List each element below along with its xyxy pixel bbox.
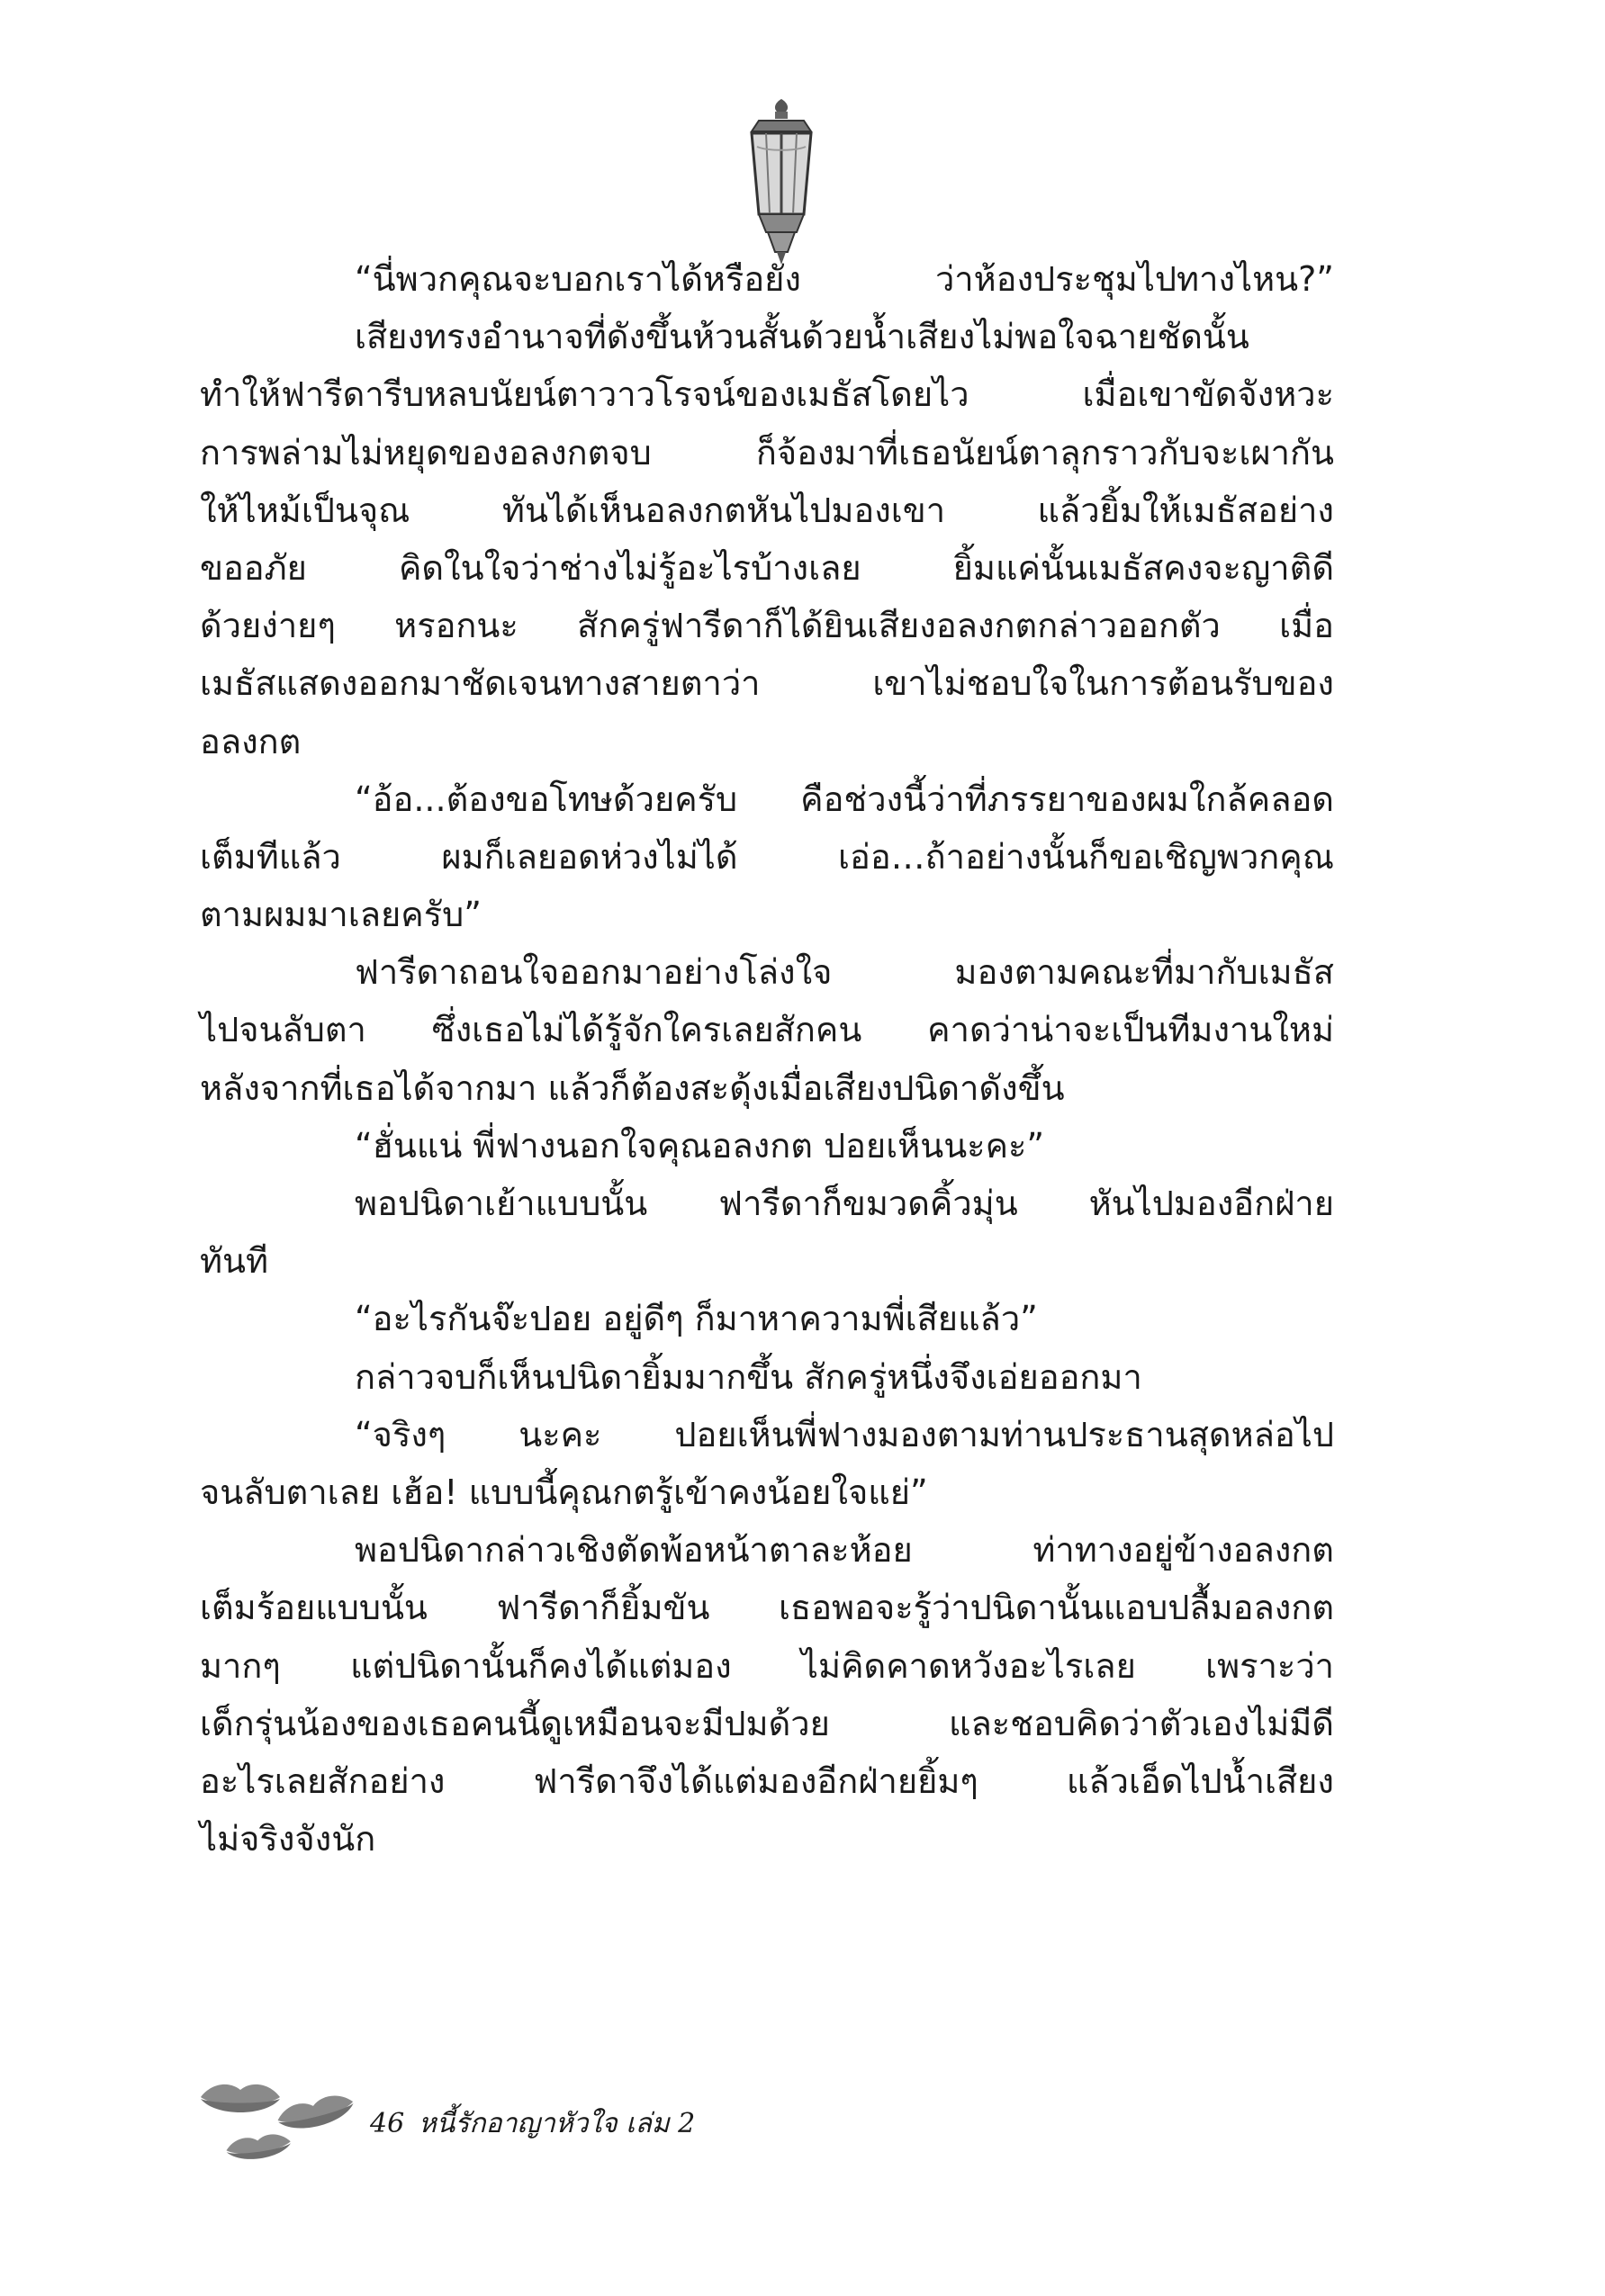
page-footer [194,2070,824,2178]
paragraph-line: พอปนิดาเย้าแบบนั้น ฟารีดาก็ขมวดคิ้วมุ่น หันไปมองอีกฝ่าย [355,1184,1334,1223]
paragraph-line: อะไรเลยสักอย่าง ฟารีดาจึงได้แต่มองอีกฝ่ายยิ้มๆ แล้วเอ็ดไปน้ำเสียง [200,1760,1334,1801]
paragraph-line: ทันที [200,1241,269,1282]
paragraph-line: “นี่พวกคุณจะบอกเราได้หรือยัง ว่าห้องประชุมไปทางไหน?” [355,259,1334,299]
paragraph-line: ทำให้ฟารีดารีบหลบนัยน์ตาวาวโรจน์ของเมธัสโดยไว เมื่อเขาขัดจังหวะ [200,374,1334,415]
paragraph-line: ฟารีดาถอนใจออกมาอย่างโล่งใจ มองตามคณะที่มากับเมธัส [355,952,1334,993]
lantern-icon [741,97,822,268]
paragraph-line: “จริงๆ นะคะ ปอยเห็นพี่ฟางมองตามท่านประธานสุดหล่อไป [355,1414,1334,1454]
paragraph-line: “อ้อ...ต้องขอโทษด้วยครับ คือช่วงนี้ว่าที่ภรรยาของผมใกล้คลอด [355,779,1334,819]
paragraph-line: กล่าวจบก็เห็นปนิดายิ้มมากขึ้น สักครู่หนึ่งจึงเอ่ยออกมา [355,1356,1142,1397]
paragraph-line: ด้วยง่ายๆ หรอกนะ สักครู่ฟารีดาก็ได้ยินเสียงอลงกตกล่าวออกตัว เมื่อ [200,606,1334,646]
paragraph-line: จนลับตาเลย เฮ้อ! แบบนี้คุณกตรู้เข้าคงน้อยใจแย่” [200,1472,928,1512]
paragraph-line: “อะไรกันจ๊ะปอย อยู่ดีๆ ก็มาหาความพี่เสียแล้ว” [355,1299,1038,1339]
paragraph-line: อลงกต [200,721,302,761]
paragraph-line: หลังจากที่เธอได้จากมา แล้วก็ต้องสะดุ้งเมื่อเสียงปนิดาดังขึ้น [200,1067,1065,1108]
paragraph-line: การพล่ามไม่หยุดของอลงกตจบ ก็จ้องมาที่เธอนัยน์ตาลุกราวกับจะเผากัน [200,432,1334,473]
paragraph-line: ไปจนลับตา ซึ่งเธอไม่ได้รู้จักใครเลยสักคน คาดว่าน่าจะเป็นทีมงานใหม่ [200,1010,1334,1050]
paragraph-line: ไม่จริงจังนัก [200,1819,376,1859]
paragraph-line: “ฮั่นแน่ พี่ฟางนอกใจคุณอลงกต ปอยเห็นนะคะ” [355,1125,1045,1166]
paragraph-line: เต็มร้อยแบบนั้น ฟารีดาก็ยิ้มขัน เธอพอจะรู้ว่าปนิดานั้นแอบปลื้มอลงกต [200,1588,1334,1628]
paragraph-line: ตามผมมาเลยครับ” [200,895,482,935]
paragraph-line: เสียงทรงอำนาจที่ดังขึ้นห้วนสั้นด้วยน้ำเสียงไม่พอใจฉายชัดนั้น [355,317,1249,357]
paragraph-line: เด็กรุ่นน้องของเธอคนนี้ดูเหมือนจะมีปมด้วย และชอบคิดว่าตัวเองไม่มีดี [200,1703,1334,1743]
paragraph-line: ให้ไหม้เป็นจุณ ทันได้เห็นอลงกตหันไปมองเขา แล้วยิ้มให้เมธัสอย่าง [200,490,1334,530]
book-title: หนี้รักอาญาหัวใจ เล่ม 2 [419,2108,696,2139]
paragraph-line: ขออภัย คิดในใจว่าช่างไม่รู้อะไรบ้างเลย ยิ้มแค่นั้นเมธัสคงจะญาติดี [200,547,1334,588]
body-text [200,250,1334,1868]
page-number: 46 [370,2108,405,2139]
lips-icon [194,2070,365,2178]
paragraph-line: มากๆ แต่ปนิดานั้นก็คงได้แต่มอง ไม่คิดคาดหวังอะไรเลย เพราะว่า [200,1645,1334,1686]
paragraph-line: พอปนิดากล่าวเชิงตัดพ้อหน้าตาละห้อย ท่าทางอยู่ข้างอลงกต [355,1530,1334,1571]
paragraph-line: เมธัสแสดงออกมาชัดเจนทางสายตาว่า เขาไม่ชอบใจในการต้อนรับของ [200,663,1334,704]
paragraph-line: เต็มทีแล้ว ผมก็เลยอดห่วงไม่ได้ เอ่อ…ถ้าอย่างนั้นก็ขอเชิญพวกคุณ [200,836,1334,877]
